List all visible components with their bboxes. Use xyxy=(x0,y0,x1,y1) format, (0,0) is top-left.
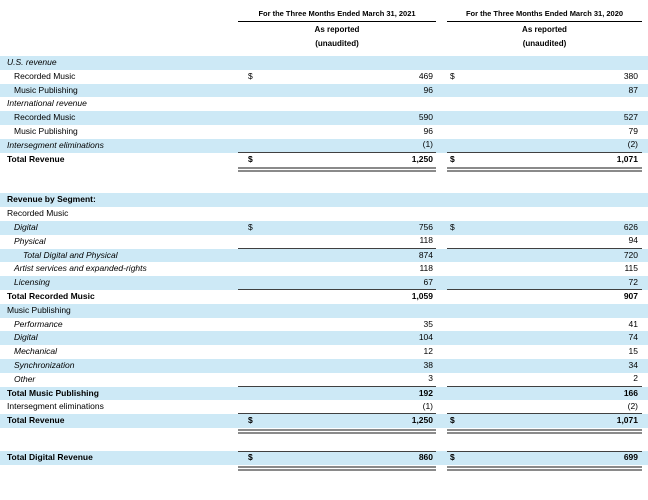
column-gap xyxy=(436,221,447,235)
double-rule-2021 xyxy=(238,167,436,172)
amount-group-2021 xyxy=(238,125,436,139)
amount-group-2021 xyxy=(238,249,436,263)
spacer-row xyxy=(0,434,648,451)
amount-group-2021 xyxy=(238,235,436,249)
value-2021: 860 xyxy=(418,452,433,463)
value-2021: 118 xyxy=(419,235,433,246)
dollar-sign-2020: $ xyxy=(450,415,455,426)
table-header-subtitle xyxy=(0,22,648,36)
column-gap xyxy=(436,318,447,332)
table-header-unaudited xyxy=(0,36,648,50)
value-2020: 1,071 xyxy=(616,153,638,164)
table-row xyxy=(0,139,648,153)
table-row xyxy=(0,318,648,332)
value-2021: (1) xyxy=(422,139,433,150)
amount-group-2021 xyxy=(238,304,436,318)
amount-group-2020 xyxy=(447,249,642,263)
column-gap xyxy=(436,84,447,98)
value-2021: 67 xyxy=(423,276,433,287)
value-2021: 96 xyxy=(423,84,433,95)
amount-group-2020 xyxy=(447,139,642,153)
double-rule-2020 xyxy=(447,167,642,172)
table-row xyxy=(0,193,648,207)
amount-group-2021 xyxy=(238,451,436,465)
column-gap xyxy=(436,429,447,434)
dollar-sign-2021: $ xyxy=(248,153,253,164)
row-label: Physical xyxy=(14,235,46,246)
value-2021: 104 xyxy=(418,332,433,343)
table-body xyxy=(0,56,648,471)
table-row xyxy=(0,262,648,276)
amount-group-2020 xyxy=(447,331,642,345)
amount-group-2021 xyxy=(238,373,436,387)
amount-group-2020 xyxy=(447,221,642,235)
amount-group-2020 xyxy=(447,70,642,84)
amount-group-2021 xyxy=(238,153,436,167)
amount-group-2021 xyxy=(238,345,436,359)
amount-group-2020 xyxy=(447,345,642,359)
value-2020: 79 xyxy=(628,125,638,136)
row-label: Total Music Publishing xyxy=(7,387,99,398)
amount-group-2021 xyxy=(238,359,436,373)
as-reported-2020: As reported xyxy=(522,25,567,34)
dollar-sign-2020: $ xyxy=(450,153,455,164)
row-label: Mechanical xyxy=(14,346,57,357)
amount-group-2021 xyxy=(238,207,436,221)
value-2020: 626 xyxy=(623,221,638,232)
column-gap xyxy=(436,331,447,345)
row-label: Total Digital and Physical xyxy=(23,249,118,260)
amount-group-2021 xyxy=(238,400,436,414)
value-2021: 590 xyxy=(418,112,433,123)
row-label: Recorded Music xyxy=(14,112,76,123)
value-2020: 166 xyxy=(623,387,638,398)
amount-group-2020 xyxy=(447,235,642,249)
amount-group-2021 xyxy=(238,387,436,401)
row-label: Total Revenue xyxy=(7,415,65,426)
amount-group-2020 xyxy=(447,84,642,98)
amount-group-2020 xyxy=(447,359,642,373)
amount-group-2020 xyxy=(447,290,642,304)
row-label: Music Publishing xyxy=(14,84,78,95)
amount-group-2020 xyxy=(447,451,642,465)
table-row xyxy=(0,400,648,414)
value-2020: 2 xyxy=(633,373,638,384)
row-label: Recorded Music xyxy=(14,70,76,81)
column-gap xyxy=(436,56,447,70)
double-rule-row xyxy=(0,465,648,471)
column-gap xyxy=(436,249,447,263)
amount-group-2020 xyxy=(447,414,642,428)
column-gap xyxy=(436,466,447,471)
amount-group-2020 xyxy=(447,276,642,290)
value-2020: 74 xyxy=(628,332,638,343)
dollar-sign-2021: $ xyxy=(248,221,253,232)
unaudited-2021: (unaudited) xyxy=(315,39,359,48)
column-gap xyxy=(436,167,447,172)
value-2021: 3 xyxy=(428,373,433,384)
table-row xyxy=(0,207,648,221)
amount-group-2021 xyxy=(238,276,436,290)
column-gap xyxy=(436,387,447,401)
row-label: Synchronization xyxy=(14,359,75,370)
column-gap xyxy=(436,111,447,125)
column-gap xyxy=(436,70,447,84)
column-gap xyxy=(436,235,447,249)
column-gap xyxy=(436,345,447,359)
as-reported-2021: As reported xyxy=(314,25,360,34)
value-2020: 380 xyxy=(623,70,638,81)
column-gap xyxy=(436,207,447,221)
value-2020: 1,071 xyxy=(616,415,638,426)
table-row xyxy=(0,153,648,167)
column-gap xyxy=(436,304,447,318)
double-rule-2021 xyxy=(238,429,436,434)
dollar-sign-2020: $ xyxy=(450,70,455,81)
amount-group-2020 xyxy=(447,193,642,207)
column-gap xyxy=(436,359,447,373)
table-row xyxy=(0,451,648,465)
table-row xyxy=(0,111,648,125)
value-2021: 12 xyxy=(423,346,433,357)
table-header-titles xyxy=(0,8,648,22)
row-label: Digital xyxy=(14,221,38,232)
amount-group-2021 xyxy=(238,56,436,70)
column-gap xyxy=(436,400,447,414)
row-label: Music Publishing xyxy=(14,125,78,136)
column-gap xyxy=(436,414,447,428)
value-2020: 87 xyxy=(628,84,638,95)
amount-group-2021 xyxy=(238,139,436,153)
value-2020: 15 xyxy=(628,346,638,357)
period-header-2020: For the Three Months Ended March 31, 2020 xyxy=(447,8,642,22)
value-2020: 72 xyxy=(628,276,638,287)
double-rule-2020 xyxy=(447,429,642,434)
double-rule-2021 xyxy=(238,466,436,471)
row-label: Artist services and expanded-rights xyxy=(14,263,147,274)
row-label: Other xyxy=(14,373,36,384)
spacer-row xyxy=(0,172,648,193)
value-2020: 699 xyxy=(623,452,638,463)
amount-group-2021 xyxy=(238,70,436,84)
value-2021: 756 xyxy=(418,221,433,232)
value-2020: 34 xyxy=(628,359,638,370)
value-2020: 907 xyxy=(623,290,638,301)
amount-group-2021 xyxy=(238,193,436,207)
table-row xyxy=(0,304,648,318)
value-2021: 469 xyxy=(418,70,433,81)
table-row xyxy=(0,331,648,345)
table-row xyxy=(0,414,648,428)
dollar-sign-2020: $ xyxy=(450,221,455,232)
table-row xyxy=(0,221,648,235)
table-row xyxy=(0,373,648,387)
row-label: Total Recorded Music xyxy=(7,290,95,301)
amount-group-2020 xyxy=(447,56,642,70)
value-2020: 720 xyxy=(623,249,638,260)
row-label: Music Publishing xyxy=(7,304,71,315)
amount-group-2021 xyxy=(238,97,436,111)
table-row xyxy=(0,290,648,304)
table-row xyxy=(0,387,648,401)
table-row xyxy=(0,276,648,290)
table-row xyxy=(0,56,648,70)
row-label: International revenue xyxy=(7,98,87,109)
amount-group-2020 xyxy=(447,318,642,332)
table-row xyxy=(0,125,648,139)
amount-group-2020 xyxy=(447,304,642,318)
amount-group-2021 xyxy=(238,221,436,235)
row-label: Digital xyxy=(14,332,38,343)
value-2021: 35 xyxy=(423,318,433,329)
value-2020: (2) xyxy=(627,139,638,150)
value-2021: 1,059 xyxy=(411,290,433,301)
dollar-sign-2021: $ xyxy=(248,70,253,81)
value-2020: 115 xyxy=(624,263,638,274)
value-2021: 96 xyxy=(423,125,433,136)
table-row xyxy=(0,249,648,263)
amount-group-2021 xyxy=(238,111,436,125)
amount-group-2020 xyxy=(447,125,642,139)
amount-group-2020 xyxy=(447,207,642,221)
value-2021: 118 xyxy=(419,263,433,274)
period-header-2021: For the Three Months Ended March 31, 2021 xyxy=(238,8,436,22)
amount-group-2020 xyxy=(447,111,642,125)
row-label: Total Revenue xyxy=(7,153,65,164)
row-label: Performance xyxy=(14,318,63,329)
column-gap xyxy=(436,451,447,465)
value-2020: (2) xyxy=(627,400,638,411)
table-row xyxy=(0,97,648,111)
column-gap xyxy=(436,276,447,290)
amount-group-2020 xyxy=(447,153,642,167)
table-row xyxy=(0,84,648,98)
table-row xyxy=(0,235,648,249)
amount-group-2020 xyxy=(447,262,642,276)
row-label: Licensing xyxy=(14,277,50,288)
value-2020: 94 xyxy=(628,235,638,246)
value-2021: 192 xyxy=(418,387,433,398)
amount-group-2021 xyxy=(238,290,436,304)
unaudited-2020: (unaudited) xyxy=(522,39,567,48)
dollar-sign-2021: $ xyxy=(248,452,253,463)
dollar-sign-2021: $ xyxy=(248,415,253,426)
value-2021: 874 xyxy=(418,249,433,260)
column-gap xyxy=(436,139,447,153)
row-label: Intersegment eliminations xyxy=(7,401,104,412)
value-2021: 38 xyxy=(423,359,433,370)
table-row xyxy=(0,70,648,84)
amount-group-2021 xyxy=(238,414,436,428)
amount-group-2021 xyxy=(238,262,436,276)
value-2021: (1) xyxy=(422,400,433,411)
value-2021: 1,250 xyxy=(411,153,433,164)
amount-group-2021 xyxy=(238,84,436,98)
amount-group-2021 xyxy=(238,318,436,332)
column-gap xyxy=(436,153,447,167)
amount-group-2020 xyxy=(447,400,642,414)
row-label: Recorded Music xyxy=(7,208,69,219)
column-gap xyxy=(436,193,447,207)
table-row xyxy=(0,359,648,373)
value-2020: 527 xyxy=(623,112,638,123)
column-gap xyxy=(436,125,447,139)
row-label: U.S. revenue xyxy=(7,57,57,67)
row-label: Intersegment eliminations xyxy=(7,139,104,150)
column-gap xyxy=(436,373,447,387)
column-gap xyxy=(436,262,447,276)
row-label: Total Digital Revenue xyxy=(7,451,93,462)
amount-group-2020 xyxy=(447,373,642,387)
value-2021: 1,250 xyxy=(411,415,433,426)
value-2020: 41 xyxy=(628,318,638,329)
row-label: Revenue by Segment: xyxy=(7,194,96,205)
column-gap xyxy=(436,97,447,111)
table-row xyxy=(0,345,648,359)
column-gap xyxy=(436,290,447,304)
amount-group-2020 xyxy=(447,387,642,401)
amount-group-2020 xyxy=(447,97,642,111)
double-rule-2020 xyxy=(447,466,642,471)
amount-group-2021 xyxy=(238,331,436,345)
dollar-sign-2020: $ xyxy=(450,452,455,463)
